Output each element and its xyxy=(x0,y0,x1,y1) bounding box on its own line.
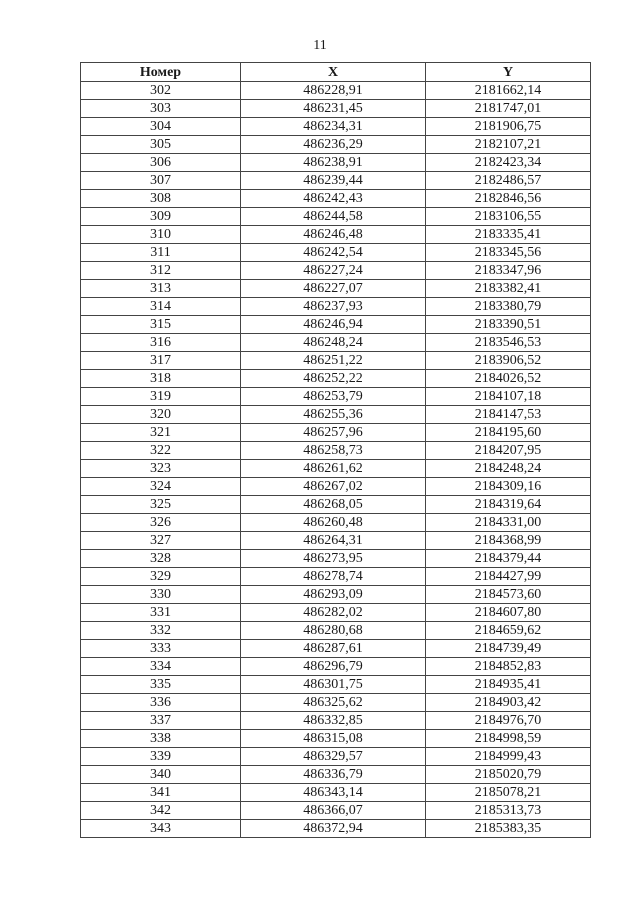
point-number-cell: 332 xyxy=(81,622,241,640)
point-number-cell: 318 xyxy=(81,370,241,388)
x-coordinate-cell: 486260,48 xyxy=(241,514,426,532)
x-coordinate-cell: 486336,79 xyxy=(241,766,426,784)
point-number-cell: 337 xyxy=(81,712,241,730)
y-coordinate-cell: 2184331,00 xyxy=(426,514,591,532)
point-number-cell: 329 xyxy=(81,568,241,586)
y-coordinate-cell: 2184207,95 xyxy=(426,442,591,460)
y-coordinate-cell: 2185078,21 xyxy=(426,784,591,802)
x-coordinate-cell: 486296,79 xyxy=(241,658,426,676)
x-coordinate-cell: 486227,07 xyxy=(241,280,426,298)
point-number-cell: 317 xyxy=(81,352,241,370)
x-coordinate-cell: 486246,94 xyxy=(241,316,426,334)
point-number-cell: 340 xyxy=(81,766,241,784)
point-number-cell: 310 xyxy=(81,226,241,244)
x-coordinate-cell: 486315,08 xyxy=(241,730,426,748)
table-row xyxy=(81,352,591,370)
x-coordinate-cell: 486282,02 xyxy=(241,604,426,622)
y-coordinate-cell: 2182107,21 xyxy=(426,136,591,154)
table-row xyxy=(81,280,591,298)
x-coordinate-cell: 486257,96 xyxy=(241,424,426,442)
y-coordinate-cell: 2185383,35 xyxy=(426,820,591,838)
point-number-cell: 323 xyxy=(81,460,241,478)
table-row xyxy=(81,460,591,478)
table-row xyxy=(81,136,591,154)
x-coordinate-cell: 486242,54 xyxy=(241,244,426,262)
table-row xyxy=(81,604,591,622)
table-row xyxy=(81,388,591,406)
y-coordinate-cell: 2183906,52 xyxy=(426,352,591,370)
x-coordinate-cell: 486244,58 xyxy=(241,208,426,226)
y-coordinate-cell: 2185020,79 xyxy=(426,766,591,784)
point-number-cell: 331 xyxy=(81,604,241,622)
x-coordinate-cell: 486280,68 xyxy=(241,622,426,640)
y-coordinate-cell: 2184739,49 xyxy=(426,640,591,658)
point-number-cell: 319 xyxy=(81,388,241,406)
x-coordinate-cell: 486268,05 xyxy=(241,496,426,514)
x-coordinate-cell: 486253,79 xyxy=(241,388,426,406)
y-coordinate-cell: 2184319,64 xyxy=(426,496,591,514)
x-coordinate-cell: 486238,91 xyxy=(241,154,426,172)
point-number-cell: 315 xyxy=(81,316,241,334)
table-row xyxy=(81,802,591,820)
y-coordinate-cell: 2183335,41 xyxy=(426,226,591,244)
table-row xyxy=(81,568,591,586)
table-row xyxy=(81,640,591,658)
y-coordinate-cell: 2183106,55 xyxy=(426,208,591,226)
y-coordinate-cell: 2184607,80 xyxy=(426,604,591,622)
y-coordinate-cell: 2184379,44 xyxy=(426,550,591,568)
y-coordinate-cell: 2184368,99 xyxy=(426,532,591,550)
y-coordinate-cell: 2183345,56 xyxy=(426,244,591,262)
point-number-cell: 314 xyxy=(81,298,241,316)
y-coordinate-cell: 2184659,62 xyxy=(426,622,591,640)
table-row xyxy=(81,820,591,838)
point-number-cell: 342 xyxy=(81,802,241,820)
table-row xyxy=(81,586,591,604)
table-row xyxy=(81,406,591,424)
x-coordinate-cell: 486293,09 xyxy=(241,586,426,604)
x-coordinate-cell: 486239,44 xyxy=(241,172,426,190)
table-row xyxy=(81,478,591,496)
table-row xyxy=(81,694,591,712)
y-coordinate-cell: 2182486,57 xyxy=(426,172,591,190)
table-row xyxy=(81,496,591,514)
table-row xyxy=(81,100,591,118)
table-row xyxy=(81,298,591,316)
table-row xyxy=(81,532,591,550)
table-row xyxy=(81,226,591,244)
point-number-cell: 336 xyxy=(81,694,241,712)
x-coordinate-cell: 486301,75 xyxy=(241,676,426,694)
point-number-cell: 313 xyxy=(81,280,241,298)
y-coordinate-cell: 2184195,60 xyxy=(426,424,591,442)
table-body xyxy=(81,82,591,838)
table-row xyxy=(81,514,591,532)
x-coordinate-cell: 486366,07 xyxy=(241,802,426,820)
point-number-cell: 324 xyxy=(81,478,241,496)
x-coordinate-cell: 486234,31 xyxy=(241,118,426,136)
x-coordinate-cell: 486273,95 xyxy=(241,550,426,568)
point-number-cell: 330 xyxy=(81,586,241,604)
y-coordinate-cell: 2184852,83 xyxy=(426,658,591,676)
point-number-cell: 335 xyxy=(81,676,241,694)
y-coordinate-cell: 2184107,18 xyxy=(426,388,591,406)
table-row xyxy=(81,208,591,226)
x-coordinate-cell: 486329,57 xyxy=(241,748,426,766)
x-coordinate-cell: 486252,22 xyxy=(241,370,426,388)
x-coordinate-cell: 486246,48 xyxy=(241,226,426,244)
x-coordinate-cell: 486264,31 xyxy=(241,532,426,550)
y-coordinate-cell: 2184999,43 xyxy=(426,748,591,766)
table-row xyxy=(81,748,591,766)
table-row xyxy=(81,82,591,100)
table-row xyxy=(81,118,591,136)
x-coordinate-cell: 486227,24 xyxy=(241,262,426,280)
point-number-cell: 343 xyxy=(81,820,241,838)
y-coordinate-cell: 2184573,60 xyxy=(426,586,591,604)
point-number-cell: 316 xyxy=(81,334,241,352)
table-row xyxy=(81,658,591,676)
point-number-cell: 327 xyxy=(81,532,241,550)
table-row xyxy=(81,172,591,190)
table-row xyxy=(81,442,591,460)
x-coordinate-cell: 486236,29 xyxy=(241,136,426,154)
y-coordinate-cell: 2184976,70 xyxy=(426,712,591,730)
point-number-cell: 308 xyxy=(81,190,241,208)
header-number: Номер xyxy=(81,63,241,82)
x-coordinate-cell: 486372,94 xyxy=(241,820,426,838)
point-number-cell: 334 xyxy=(81,658,241,676)
table-row xyxy=(81,334,591,352)
y-coordinate-cell: 2181747,01 xyxy=(426,100,591,118)
x-coordinate-cell: 486267,02 xyxy=(241,478,426,496)
table-row xyxy=(81,190,591,208)
table-header-row xyxy=(81,63,591,82)
table-row xyxy=(81,784,591,802)
coordinates-table xyxy=(80,62,591,838)
table-row xyxy=(81,766,591,784)
y-coordinate-cell: 2183347,96 xyxy=(426,262,591,280)
x-coordinate-cell: 486231,45 xyxy=(241,100,426,118)
point-number-cell: 328 xyxy=(81,550,241,568)
x-coordinate-cell: 486228,91 xyxy=(241,82,426,100)
point-number-cell: 311 xyxy=(81,244,241,262)
y-coordinate-cell: 2185313,73 xyxy=(426,802,591,820)
y-coordinate-cell: 2184903,42 xyxy=(426,694,591,712)
point-number-cell: 304 xyxy=(81,118,241,136)
point-number-cell: 325 xyxy=(81,496,241,514)
x-coordinate-cell: 486332,85 xyxy=(241,712,426,730)
point-number-cell: 341 xyxy=(81,784,241,802)
y-coordinate-cell: 2181662,14 xyxy=(426,82,591,100)
table-row xyxy=(81,676,591,694)
x-coordinate-cell: 486237,93 xyxy=(241,298,426,316)
table-row xyxy=(81,154,591,172)
x-coordinate-cell: 486248,24 xyxy=(241,334,426,352)
x-coordinate-cell: 486287,61 xyxy=(241,640,426,658)
y-coordinate-cell: 2183382,41 xyxy=(426,280,591,298)
point-number-cell: 321 xyxy=(81,424,241,442)
page-number: 11 xyxy=(313,38,327,53)
y-coordinate-cell: 2181906,75 xyxy=(426,118,591,136)
point-number-cell: 309 xyxy=(81,208,241,226)
table-row xyxy=(81,262,591,280)
point-number-cell: 306 xyxy=(81,154,241,172)
y-coordinate-cell: 2183546,53 xyxy=(426,334,591,352)
x-coordinate-cell: 486251,22 xyxy=(241,352,426,370)
table-row xyxy=(81,550,591,568)
y-coordinate-cell: 2183390,51 xyxy=(426,316,591,334)
point-number-cell: 305 xyxy=(81,136,241,154)
y-coordinate-cell: 2184147,53 xyxy=(426,406,591,424)
y-coordinate-cell: 2184427,99 xyxy=(426,568,591,586)
point-number-cell: 320 xyxy=(81,406,241,424)
y-coordinate-cell: 2184248,24 xyxy=(426,460,591,478)
table-row xyxy=(81,316,591,334)
table-row xyxy=(81,622,591,640)
y-coordinate-cell: 2183380,79 xyxy=(426,298,591,316)
x-coordinate-cell: 486242,43 xyxy=(241,190,426,208)
table-row xyxy=(81,424,591,442)
point-number-cell: 338 xyxy=(81,730,241,748)
point-number-cell: 302 xyxy=(81,82,241,100)
point-number-cell: 333 xyxy=(81,640,241,658)
y-coordinate-cell: 2182846,56 xyxy=(426,190,591,208)
y-coordinate-cell: 2184026,52 xyxy=(426,370,591,388)
point-number-cell: 312 xyxy=(81,262,241,280)
point-number-cell: 307 xyxy=(81,172,241,190)
header-y: Y xyxy=(426,63,591,82)
point-number-cell: 322 xyxy=(81,442,241,460)
header-x: X xyxy=(241,63,426,82)
table-row xyxy=(81,730,591,748)
table-row xyxy=(81,712,591,730)
table-row xyxy=(81,244,591,262)
x-coordinate-cell: 486278,74 xyxy=(241,568,426,586)
y-coordinate-cell: 2184998,59 xyxy=(426,730,591,748)
y-coordinate-cell: 2184935,41 xyxy=(426,676,591,694)
x-coordinate-cell: 486255,36 xyxy=(241,406,426,424)
point-number-cell: 303 xyxy=(81,100,241,118)
x-coordinate-cell: 486258,73 xyxy=(241,442,426,460)
point-number-cell: 326 xyxy=(81,514,241,532)
table-row xyxy=(81,370,591,388)
x-coordinate-cell: 486343,14 xyxy=(241,784,426,802)
y-coordinate-cell: 2182423,34 xyxy=(426,154,591,172)
y-coordinate-cell: 2184309,16 xyxy=(426,478,591,496)
point-number-cell: 339 xyxy=(81,748,241,766)
x-coordinate-cell: 486261,62 xyxy=(241,460,426,478)
x-coordinate-cell: 486325,62 xyxy=(241,694,426,712)
